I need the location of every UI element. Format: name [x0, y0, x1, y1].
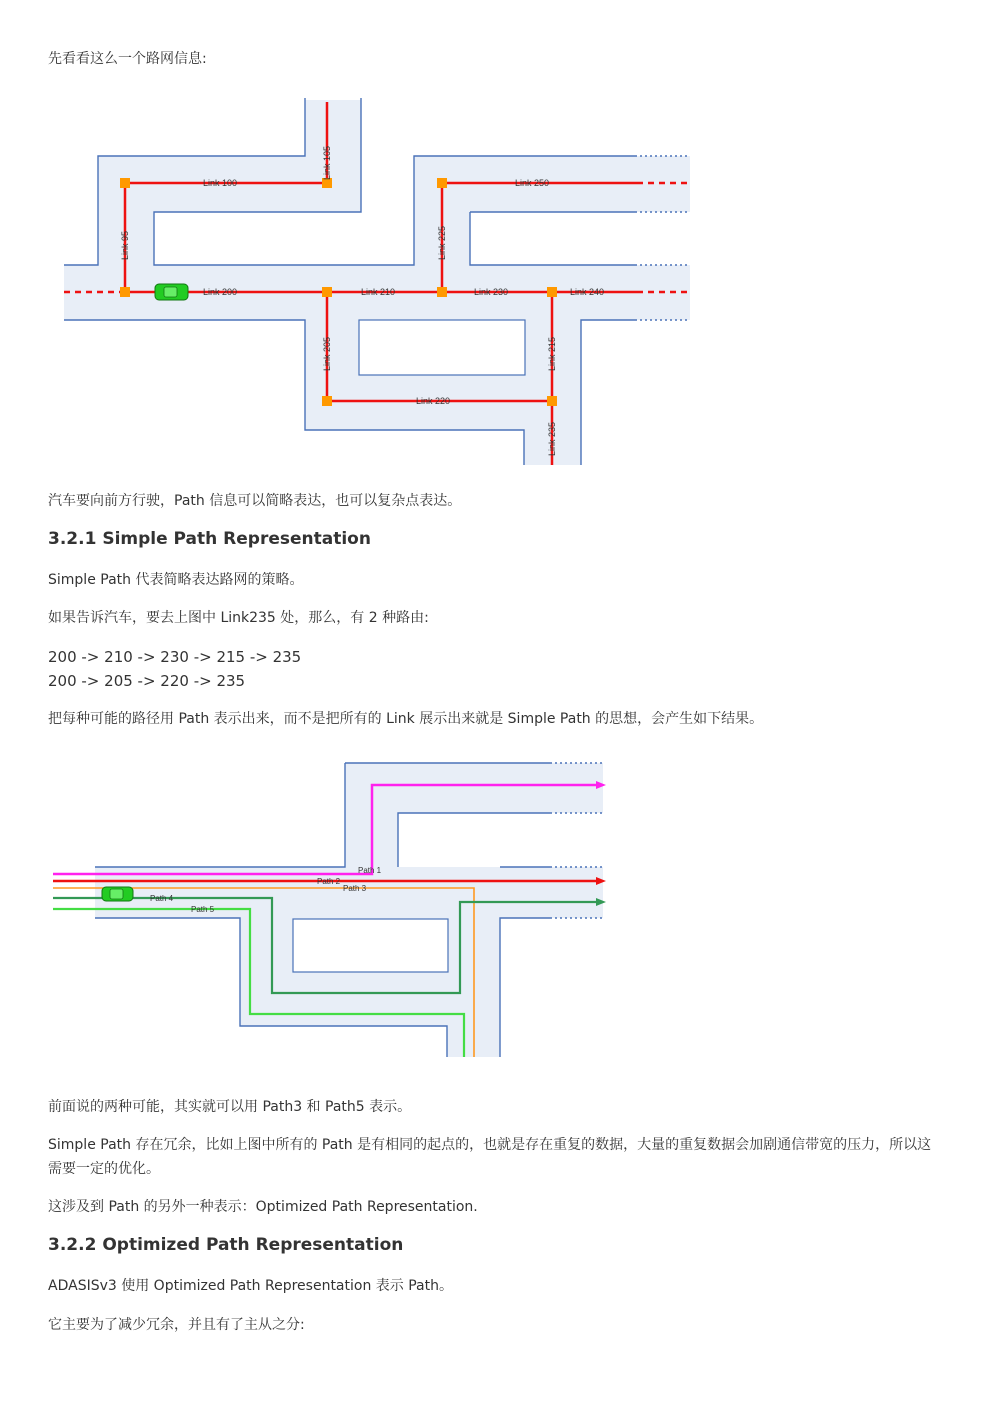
label-link-235: Link 235 [547, 421, 557, 456]
section-title-optimized-path: 3.2.2 Optimized Path Representation [48, 1235, 404, 1255]
para-3: Simple Path 存在冗余，比如上图中所有的 Path 是有相同的起点的，也就是存在重复的数据，大量的重复数据会加剧通信带宽的压力，所以这需要一定的优化。 [48, 1137, 932, 1177]
route-2: 200 -> 205 -> 220 -> 235 [48, 672, 246, 690]
road-network-figure [62, 98, 702, 468]
section1-para-1: Simple Path 代表简略表达路网的策略。 [48, 572, 304, 588]
road-surface [64, 100, 690, 465]
label-path-2: Path 2 [317, 877, 341, 886]
section2-para-2: 它主要为了减少冗余，并且有了主从之分: [48, 1317, 305, 1333]
label-path-4: Path 4 [150, 894, 174, 903]
label-link-95: Link 95 [120, 230, 130, 260]
section1-para-2: 如果告诉汽车，要去上图中 Link235 处，那么，有 2 种路由: [48, 610, 429, 626]
section-title-simple-path: 3.2.1 Simple Path Representation [48, 529, 371, 549]
label-link-200: Link 200 [203, 287, 238, 297]
para-1: 汽车要向前方行驶，Path 信息可以简略表达，也可以复杂点表达。 [48, 493, 462, 509]
para-2: 前面说的两种可能，其实就可以用 Path3 和 Path5 表示。 [48, 1099, 412, 1115]
label-link-240: Link 240 [570, 287, 605, 297]
label-link-230: Link 230 [474, 287, 509, 297]
label-link-205: Link 205 [322, 336, 332, 371]
inner-block [359, 320, 525, 375]
label-link-215: Link 215 [547, 336, 557, 371]
car-icon-2 [102, 887, 133, 901]
label-link-225: Link 225 [437, 225, 447, 260]
section1-para-3: 把每种可能的路径用 Path 表示出来，而不是把所有的 Link 展示出来就是 Simple Path 的思想，会产生如下结果。 [48, 711, 764, 727]
label-path-1: Path 1 [358, 866, 382, 875]
label-link-105: Link 105 [322, 145, 332, 180]
label-link-100: Link 100 [203, 178, 238, 188]
simple-path-figure [50, 760, 610, 1060]
para-4: 这涉及到 Path 的另外一种表示：Optimized Path Representation. [48, 1199, 478, 1215]
label-link-210: Link 210 [361, 287, 396, 297]
section2-para-1: ADASISv3 使用 Optimized Path Representation 表示 Path。 [48, 1278, 453, 1294]
car-icon [155, 284, 188, 300]
label-path-5: Path 5 [191, 905, 215, 914]
intro-text: 先看看这么一个路网信息: [48, 51, 207, 67]
label-link-250: Link 250 [515, 178, 550, 188]
inner-block-2 [293, 919, 448, 972]
label-path-3: Path 3 [343, 884, 367, 893]
label-link-220: Link 220 [416, 396, 451, 406]
route-1: 200 -> 210 -> 230 -> 215 -> 235 [48, 648, 302, 666]
